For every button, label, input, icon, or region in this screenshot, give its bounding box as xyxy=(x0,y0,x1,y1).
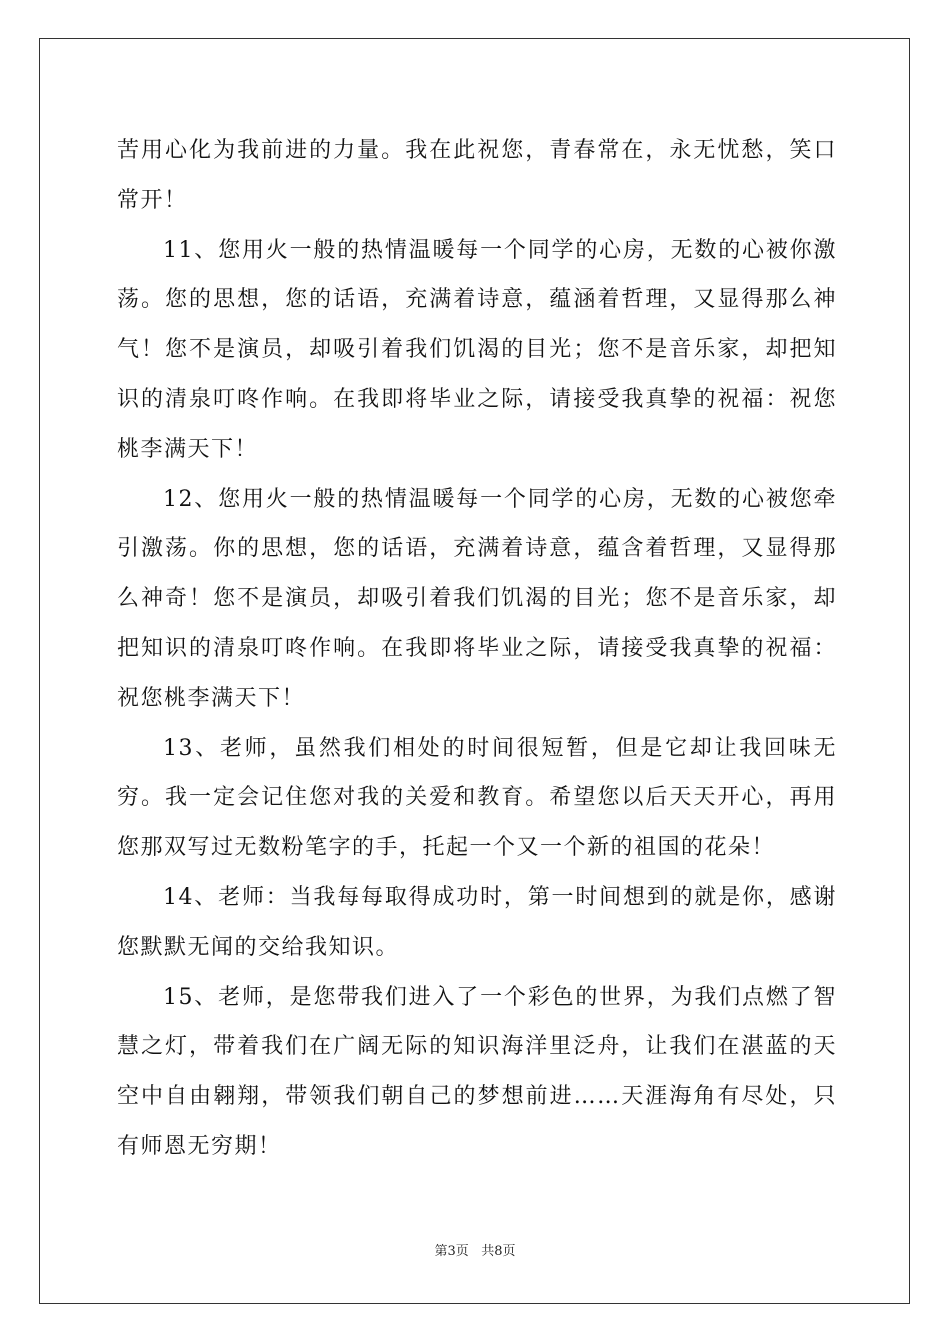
page-footer xyxy=(0,1243,950,1261)
paragraph-11: 11、您用火一般的热情温暖每一个同学的心房，无数的心被你激荡。您的思想，您的话语，充满着诗意，蕴涵着哲理，又显得那么神气！您不是演员，却吸引着我们饥渴的目光；您不是音乐家，却把知识的清泉叮咚作响。在我即将毕业之际，请接受我真挚的祝福：祝您桃李满天下！ xyxy=(117,237,837,462)
document-body xyxy=(117,126,837,1172)
paragraph-14: 14、老师：当我每每取得成功时，第一时间想到的就是你，感谢您默默无闻的交给我知识。 xyxy=(117,884,837,960)
page-total: 共8页 xyxy=(481,1244,516,1259)
paragraph-12: 12、您用火一般的热情温暖每一个同学的心房，无数的心被您牵引激荡。你的思想，您的话语，充满着诗意，蕴含着哲理，又显得那么神奇！您不是演员，却吸引着我们饥渴的目光；您不是音乐家，却把知识的清泉叮咚作响。在我即将毕业之际，请接受我真挚的祝福：祝您桃李满天下！ xyxy=(117,486,837,711)
paragraph-continued: 苦用心化为我前进的力量。我在此祝您，青春常在，永无忧愁，笑口常开！ xyxy=(117,138,837,213)
paragraph-13: 13、老师，虽然我们相处的时间很短暂，但是它却让我回味无穷。我一定会记住您对我的关爱和教育。希望您以后天天开心，再用您那双写过无数粉笔字的手，托起一个又一个新的祖国的花朵！ xyxy=(117,735,837,861)
paragraph-15: 15、老师，是您带我们进入了一个彩色的世界，为我们点燃了智慧之灯，带着我们在广阔无际的知识海洋里泛舟，让我们在湛蓝的天空中自由翱翔，带领我们朝自己的梦想前进……天涯海角有尽处，只有师恩无穷期！ xyxy=(117,984,837,1159)
page-number: 第3页 xyxy=(434,1244,469,1259)
